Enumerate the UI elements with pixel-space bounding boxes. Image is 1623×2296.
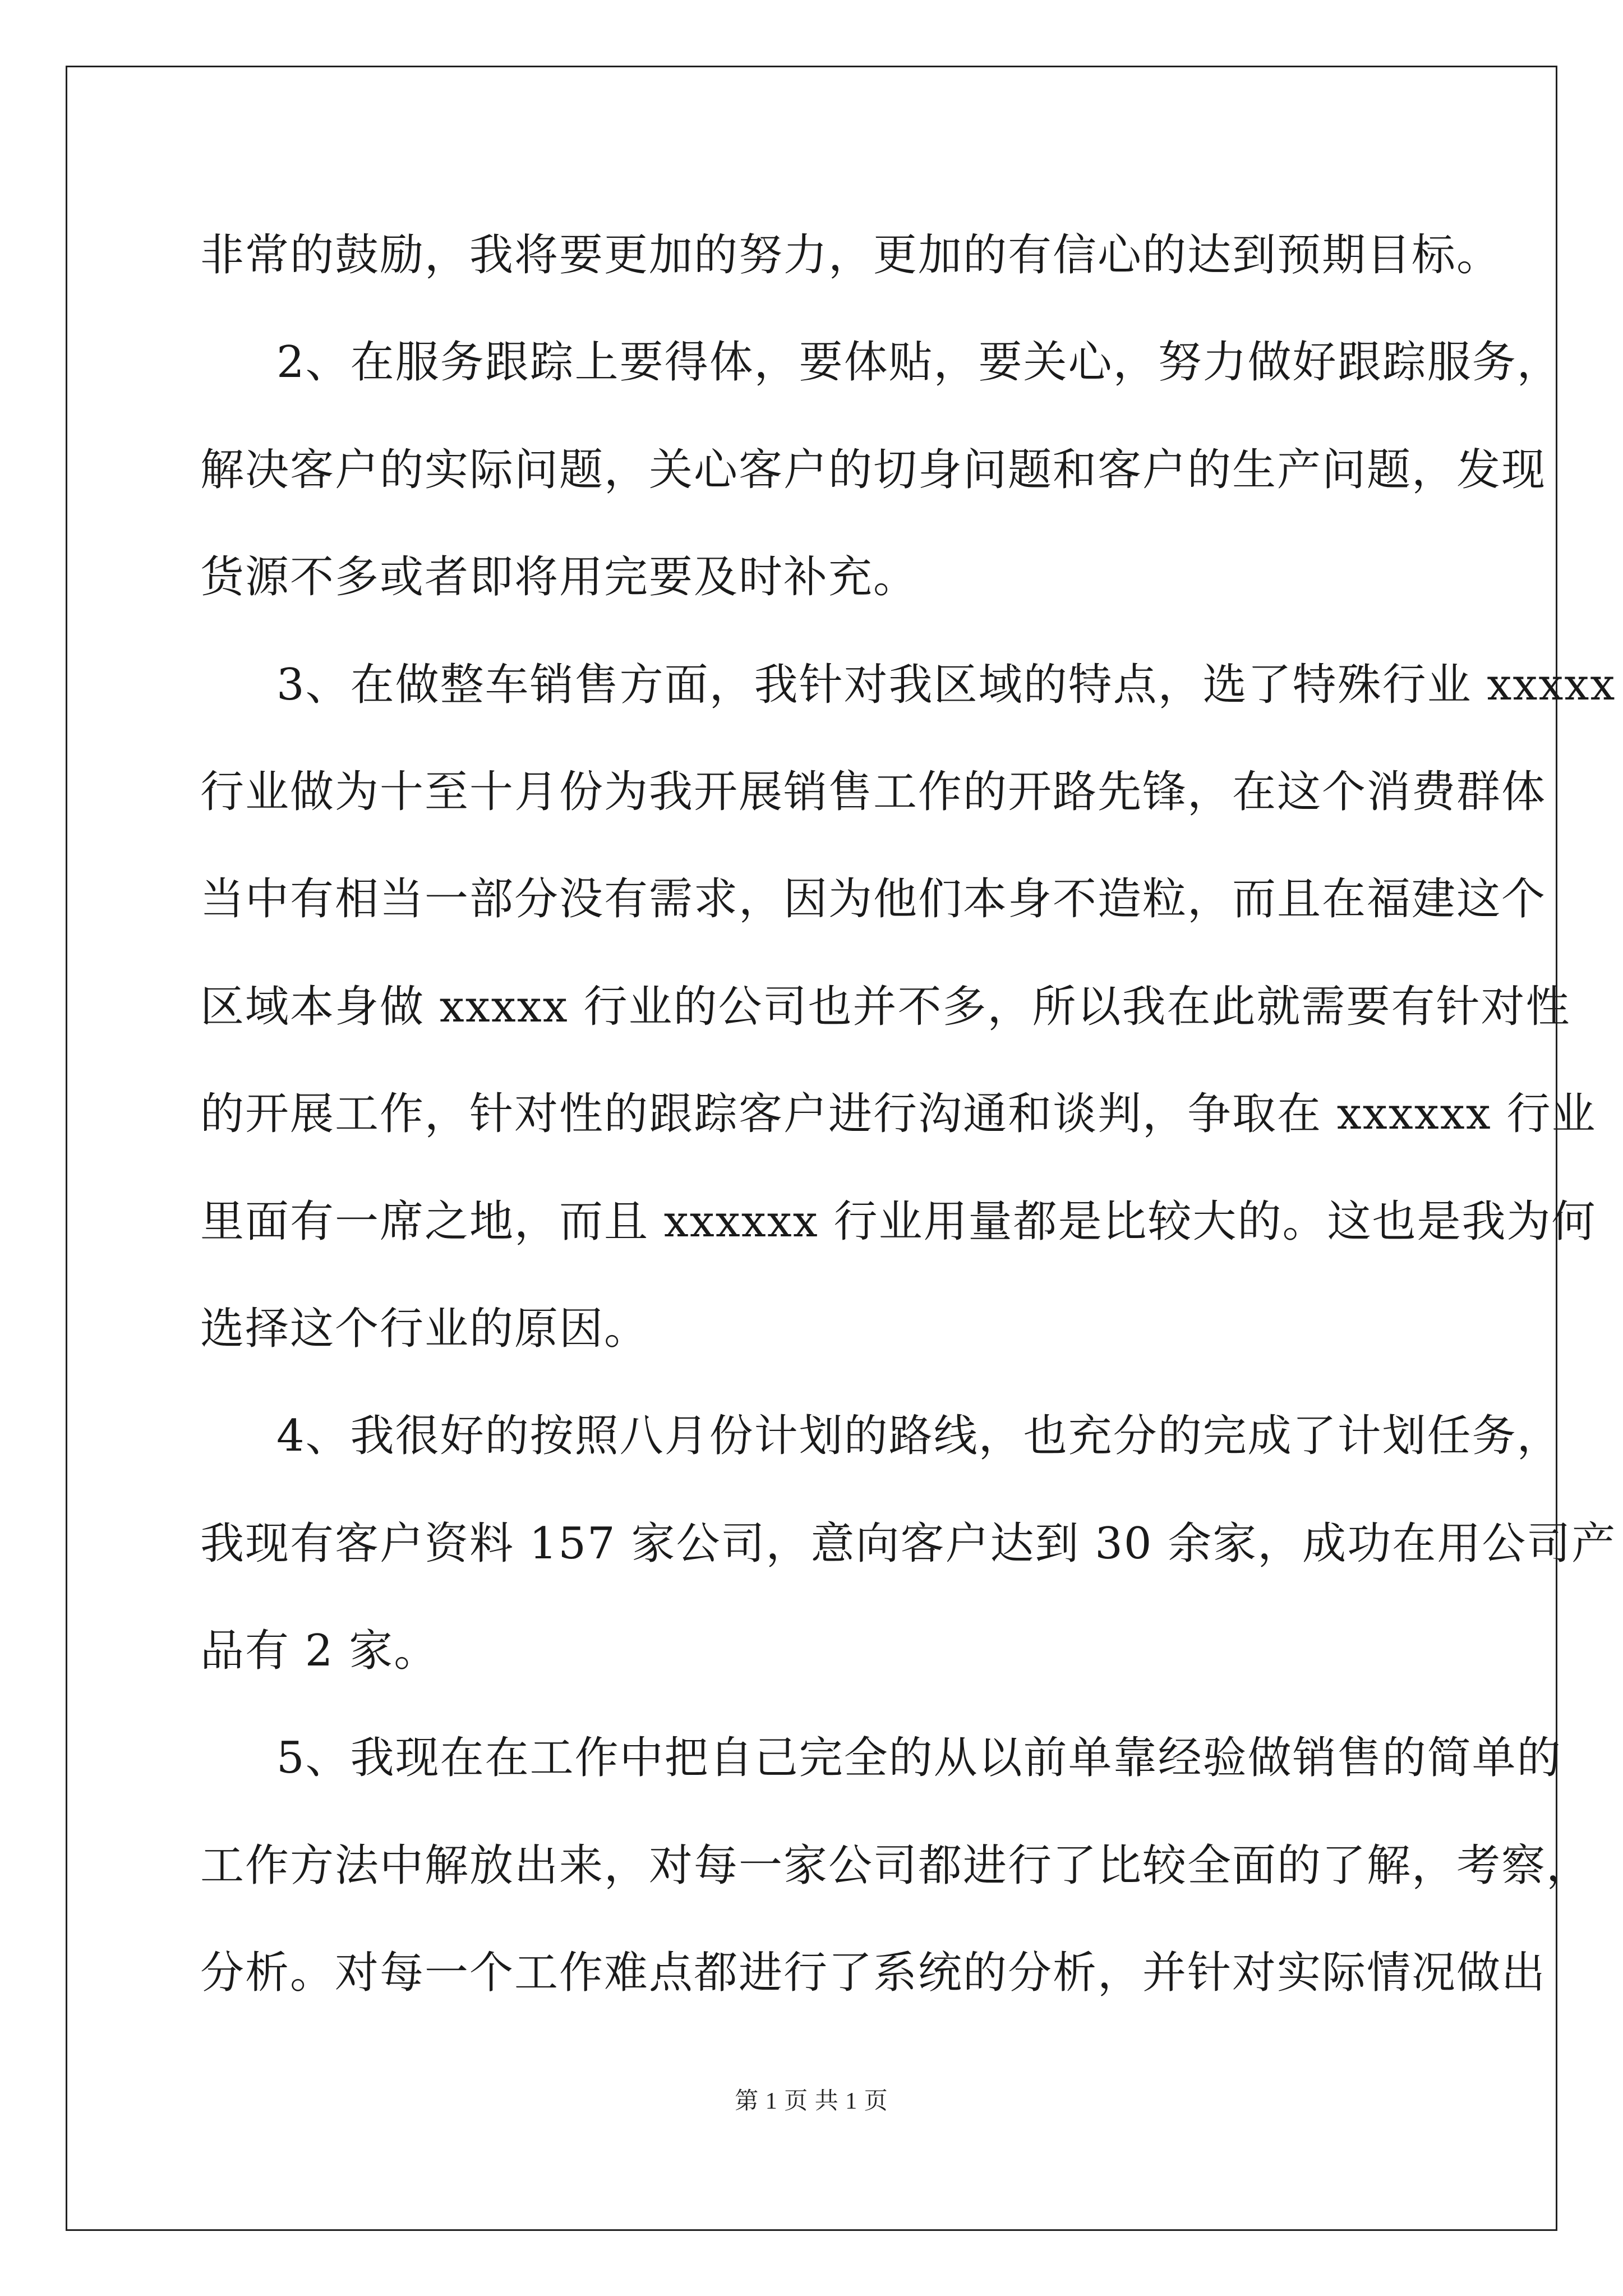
text-line: 非常的鼓励，我将要更加的努力，更加的有信心的达到预期目标。 [200, 230, 1502, 280]
paragraph-4-start: 4、我很好的按照八月份计划的路线，也充分的完成了计划任务， [276, 1411, 1562, 1462]
text-line: 我现有客户资料 157 家公司，意向客户达到 30 余家，成功在用公司产 [200, 1518, 1617, 1569]
paragraph-3-start: 3、在做整车销售方面，我针对我区域的特点，选了特殊行业 xxxxx [276, 659, 1616, 710]
text-line: 当中有相当一部分没有需求，因为他们本身不造粒，而且在福建这个 [200, 874, 1547, 925]
text-line: 解决客户的实际问题，关心客户的切身问题和客户的生产问题，发现 [200, 444, 1547, 495]
text-line: 品有 2 家。 [200, 1626, 439, 1677]
text-line: 区域本身做 xxxxx 行业的公司也并不多，所以我在此就需要有针对性 [200, 981, 1571, 1032]
paragraph-5-start: 5、我现在在工作中把自己完全的从以前单靠经验做销售的简单的 [276, 1733, 1562, 1784]
text-line: 选择这个行业的原因。 [200, 1303, 649, 1354]
page-footer: 第 1 页 共 1 页 [735, 2088, 888, 2114]
text-line: 分析。对每一个工作难点都进行了系统的分析，并针对实际情况做出 [200, 1948, 1547, 1999]
text-line: 工作方法中解放出来，对每一家公司都进行了比较全面的了解，考察， [200, 1840, 1592, 1891]
paragraph-2-start: 2、在服务跟踪上要得体，要体贴，要关心，努力做好跟踪服务， [276, 337, 1562, 388]
document-body [200, 202, 1617, 2027]
text-line: 货源不多或者即将用完要及时补充。 [200, 552, 919, 603]
text-line: 的开展工作，针对性的跟踪客户进行沟通和谈判，争取在 xxxxxx 行业 [200, 1089, 1597, 1140]
text-line: 里面有一席之地，而且 xxxxxx 行业用量都是比较大的。这也是我为何 [200, 1196, 1597, 1247]
text-line: 行业做为十至十月份为我开展销售工作的开路先锋，在这个消费群体 [200, 766, 1547, 817]
